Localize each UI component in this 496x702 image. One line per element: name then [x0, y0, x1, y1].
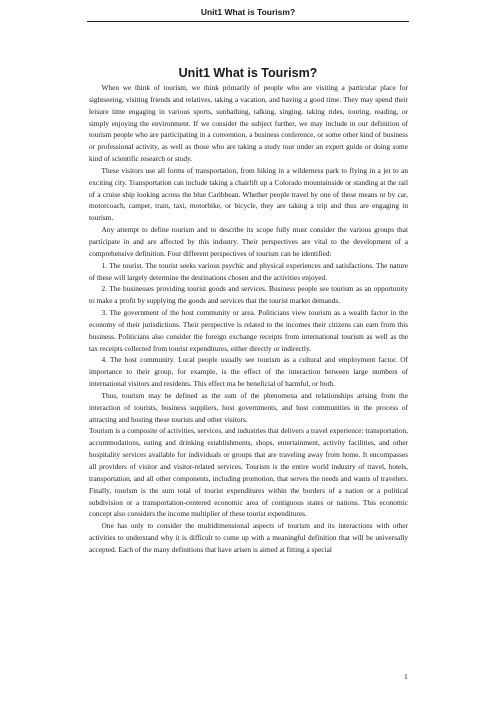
- paragraph-perspectives: Any attempt to define tourism and to describe its scope fully must consider the various groups that participate in and are affected by this industry. Their perspectives are vital to the development of a comprehensive definition. Four different perspectives of tourism can be identified:: [89, 225, 408, 258]
- list-item-businesses: 2. The businesses providing tourist goods and services. Business people see tourism as an opportunity to make a profit by supplying the goods and services that the tourist market demands.: [89, 284, 408, 306]
- page-number: 1: [404, 672, 408, 681]
- running-header: Unit1 What is Tourism?: [200, 7, 296, 17]
- list-item-tourist: 1. The tourist. The tourist seeks various psychic and physical experiences and satisfactions. The nature of these will largely determine the destinations chosen and the activities enjoyed.: [89, 260, 408, 282]
- paragraph-definition: Thus, tourism may be defined as the sum of the phenomena and relationships arising from the interaction of tourists, business suppliers, host governments, and host communities in the process of attracting and hosting these tourists and other visitors.: [89, 390, 408, 424]
- paragraph-transportation: These visitors use all forms of transportation, from hiking in a wilderness park to flying in a jet to an exciting city. Transportation can include taking a chairlift up a Colorado mountainside or standing at the rail of a cruise ship looking across the blue Caribbean. Whether people travel by one of these means or by car, motorcoach, camper, train, taxi, motorbike, or bicycle, they are taking a trip and thus are engaging in tourism.: [89, 165, 408, 223]
- list-item-host-community: 4. The host community. Local people usually see tourism as a cultural and employment factor. Of importance to their group, for example, is the effect of the interaction between large numbers of international visitors and residents. This effect ma be beneficial of harmful, or both.: [89, 355, 408, 389]
- body-text: [89, 82, 408, 556]
- paragraph-multidimensional: One has only to consider the multidimensional aspects of tourism and its interactions with other activities to understand why it is difficult to come up with a meaningful definition that will be universally accepted. Each of the many definitions that have arisen is aimed at fitting a special: [89, 521, 408, 554]
- header-rule: [87, 21, 409, 22]
- paragraph-composite: Tourism is a composite of activities, services, and industries that delivers a travel experience: transportation, accommodations, eating and drinking establishments, shops, entertainment, activity facilities, and other hospitality services available for individuals or groups that are traveling away from home. It encompasses all providers of visitor and visitor-related services. Tourism is the entire world industry of travel, hotels, transportation, and all other components, including promotion, that serves the needs and wants of travelers. Finally, tourism is the sum total of tourist expenditures within the borders of a nation or a political subdivision or a transportation-centered economic area of contiguous states or nations. This economic concept also considers the income multiplier of these tourist expenditures.: [89, 426, 408, 519]
- paragraph-intro: When we think of tourism, we think primarily of people who are visiting a particular place for sightseeing, visiting friends and relatives, taking a vacation, and having a good time. They may spend their leisure time engaging in various sports, sunbathing, talking, singing, taking rides, touring, reading, or simply enjoying the environment. If we consider the subject further, we may include in our definition of tourism people who are participating in a convention, a business conference, or some other kind of business or professional activity, as well as those who are taking a study tour under an expert guide or doing some kind of scientific research or study.: [89, 83, 408, 164]
- list-item-government: 3. The government of the host community or area. Politicians view tourism as a wealth factor in the economy of their jurisdictions. Their perspective is related to the incomes their citizens can earn from this business. Politicians also consider the foreign exchange receipts from international tourism as well as the tax receipts collected from tourist expenditures, either directly or indirectly.: [89, 308, 408, 353]
- page-title: Unit1 What is Tourism?: [178, 66, 318, 80]
